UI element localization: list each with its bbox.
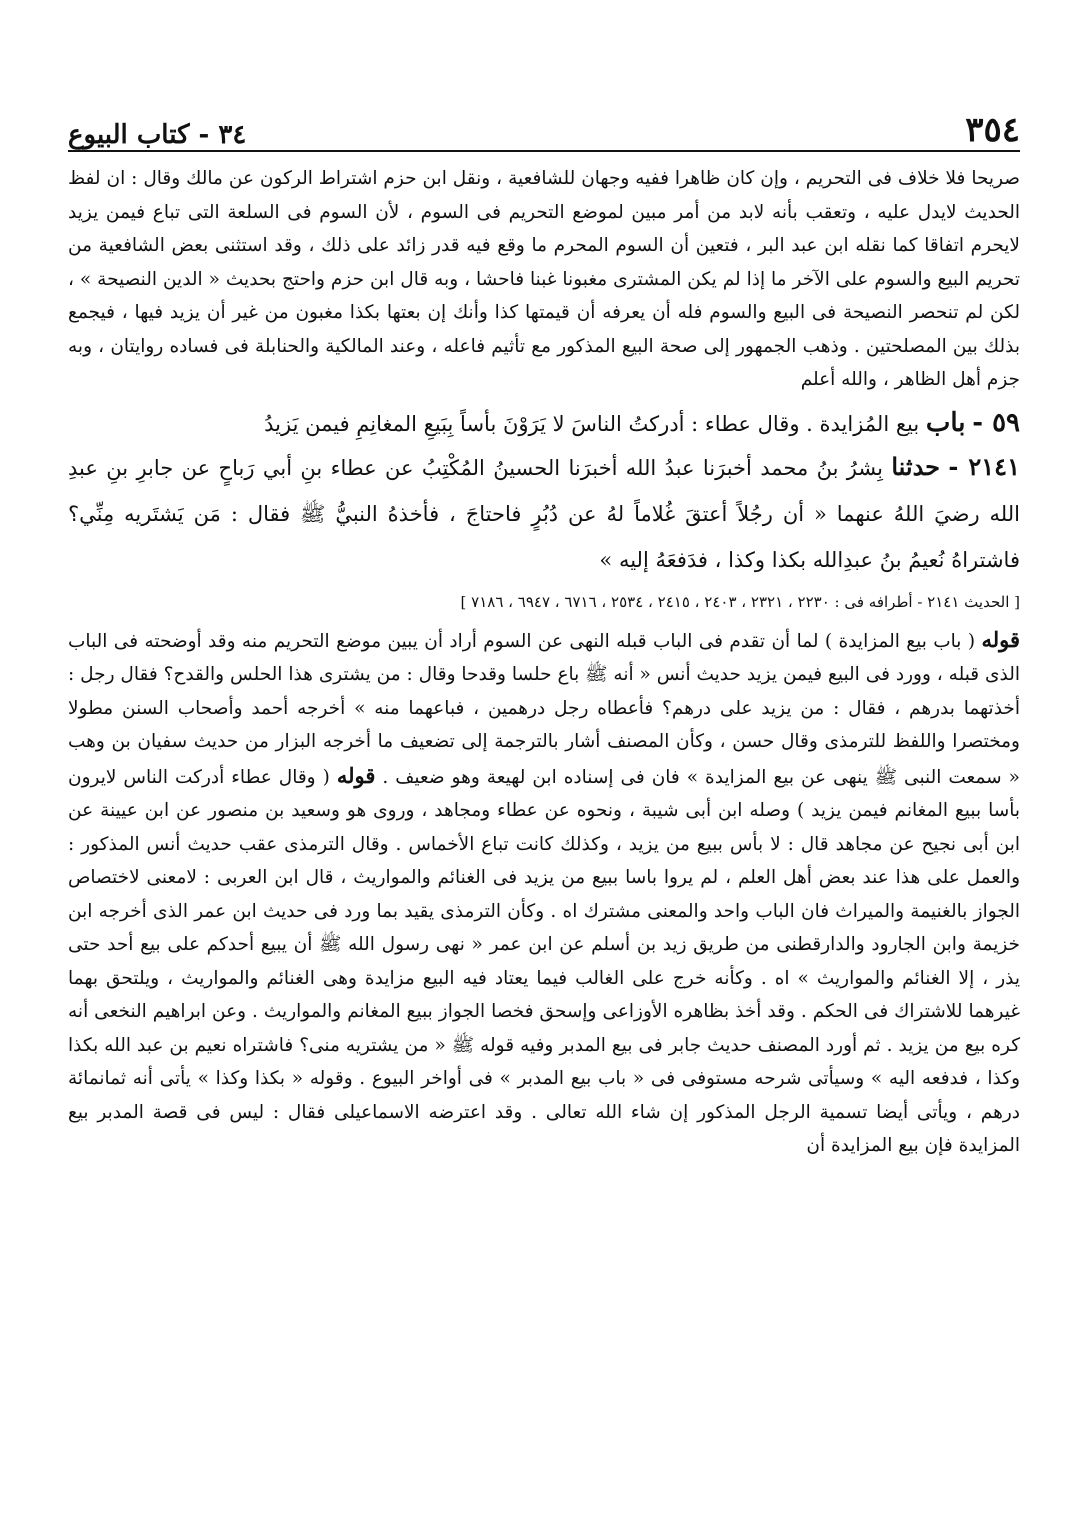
- commentary-paragraph: [68, 623, 1020, 1163]
- hadith-number: ٢١٤١ -: [948, 451, 1020, 481]
- book-title: ٣٤ - كتاب البيوع: [68, 120, 247, 150]
- commentary-keyword-2: قوله: [336, 762, 376, 788]
- chapter-number: ٥٩ -: [972, 407, 1020, 438]
- commentary-text-2: ( وقال عطاء أدركت الناس لايرون بأسا ببيع المغانم فيمن يزيد ) وصله ابن أبى شيبة ، ونحوه عن عطاء ومجاهد ، وروى هو وسعيد بن منصور عن ابن عيينة عن ابن أبى نجيح عن مجاهد قال : لا بأس ببيع من يزيد ، وكذلك كانت تباع الأخماس . وقال الترمذى عقب حديث أنس المذكور : والعمل على هذا عند بعض أهل العلم ، لم يروا باسا ببيع من يزيد فى الغنائم والمواريث ، قال ابن العربى : لامعنى لاختصاص الجواز بالغنيمة والميراث فان الباب واحد والمعنى مشترك اه . وكأن الترمذى يقيد بما ورد فى حديث ابن عمر الذى أخرجه ابن خزيمة وابن الجارود والدارقطنى من طريق زيد بن أسلم عن ابن عمر « نهى رسول الله ﷺ أن يبيع أحدكم على بيع أحد حتى يذر ، إلا الغنائم والمواريث » اه . وكأنه خرج على الغالب فيما يعتاد فيه البيع مزايدة وهى الغنائم والمواريث ، ويلتحق بهما غيرهما للاشتراك فى الحكم . وقد أخذ بظاهره الأوزاعى وإسحق فخصا الجواز ببيع المغانم والمواريث . وعن ابراهيم النخعى أنه كره بيع من يزيد . ثم أورد المصنف حديث جابر فى بيع المدبر وفيه قوله ﷺ « من يشتريه منى؟ فاشتراه نعيم بن عبد الله بكذا وكذا ، فدفعه اليه » وسيأتى شرحه مستوفى فى « باب بيع المدبر » فى أواخر البيوع . وقوله « بكذا وكذا » يأتى أنه ثمانمائة درهم ، ويأتى أيضا تسمية الرجل المذكور إن شاء الله تعالى . وقد اعترضه الاسماعيلى فقال : ليس فى قصة المدبر بيع المزايدة فإن بيع المزايدة أن: [68, 766, 1020, 1156]
- commentary-keyword: قوله: [981, 626, 1020, 652]
- commentary-text-1: ( باب بيع المزايدة ) لما أن تقدم فى الباب قبله النهى عن السوم أراد أن يبين موضع التحريم منه وقد أوضحته فى الباب الذى قبله ، وورد فى البيع فيمن يزيد حديث أنس « أنه ﷺ باع حلسا وقدحا وقال : من يشترى هذا الحلس والقدح؟ فقال رجل : أخذتهما بدرهم ، فقال : من يزيد على درهم؟ فأعطاه رجل درهمين ، فباعهما منه » أخرجه أحمد وأصحاب السنن مطولا ومختصرا واللفظ للترمذى وقال حسن ، وكأن المصنف أشار بالترجمة إلى تضعيف ما أخرجه البزار من حديث سفيان بن وهب « سمعت النبى ﷺ ينهى عن بيع المزايدة » فان فى إسناده ابن لهيعة وهو ضعيف .: [68, 630, 1020, 788]
- chapter-heading: [68, 403, 1020, 444]
- commentary-paragraph-continued: صريحا فلا خلاف فى التحريم ، وإن كان ظاهرا ففيه وجهان للشافعية ، ونقل ابن حزم اشتراط الركون عن مالك وقال : ان لفظ الحديث لايدل عليه ، وتعقب بأنه لابد من أمر مبين لموضع التحريم فى السوم ، لأن السوم فى السلعة التى تباع فيمن يزيد لايحرم اتفاقا كما نقله ابن عبد البر ، فتعين أن السوم المحرم ما وقع فيه قدر زائد على ذلك ، وقد استثنى بعض الشافعية من تحريم البيع والسوم على الآخر ما إذا لم يكن المشترى مغبونا غبنا فاحشا ، وبه قال ابن حزم واحتج بحديث « الدين النصيحة » ، لكن لم تنحصر النصيحة فى البيع والسوم فله أن يعرفه أن قيمتها كذا وأنك إن بعتها بكذا مغبون من غير أن يزيد فيها ، فيجمع بذلك بين المصلحتين . وذهب الجمهور إلى صحة البيع المذكور مع تأثيم فاعله ، وعند المالكية والحنابلة فى فساده روايتان ، وبه جزم أهل الظاهر ، والله أعلم: [68, 168, 1020, 390]
- page-header: [68, 100, 1020, 152]
- chapter-keyword: باب: [925, 407, 966, 438]
- hadith-text: بِشرُ بنُ محمد أخبرَنا عبدُ الله أخبرَنا الحسينُ المُكْتِبُ عن عطاء بنِ أبي رَباحٍ عن جابرِ بنِ عبدِ الله رضيَ اللهُ عنهما « أن رجُلاً أعتقَ غُلاماً لهُ عن دُبُرٍ فاحتاجَ ، فأخذهُ النبيُّ ﷺ فقال : مَن يَشتَريه مِنِّي؟ فاشتراهُ نُعيمُ بنُ عبدِالله بكذا وكذا ، فدَفعَهُ إليه »: [68, 455, 1020, 572]
- hadith-text-block: [68, 444, 1020, 583]
- page-number: ٣٥٤: [965, 110, 1020, 150]
- hadith-keyword: حدثنا: [891, 451, 940, 481]
- hadith-references: [ الحديث ٢١٤١ - أطرافه فى : ٢٢٣٠ ، ٢٣٢١ ، ٢٤٠٣ ، ٢٤١٥ ، ٢٥٣٤ ، ٦٧١٦ ، ٦٩٤٧ ، ٧١٨٦ ]: [460, 592, 1020, 611]
- chapter-title: بيع المُزايدة . وقال عطاء : أدركتُ الناسَ لا يَرَوْنَ بأساً بِبَيعِ المغانِمِ فيمن يَزيدُ: [264, 411, 920, 436]
